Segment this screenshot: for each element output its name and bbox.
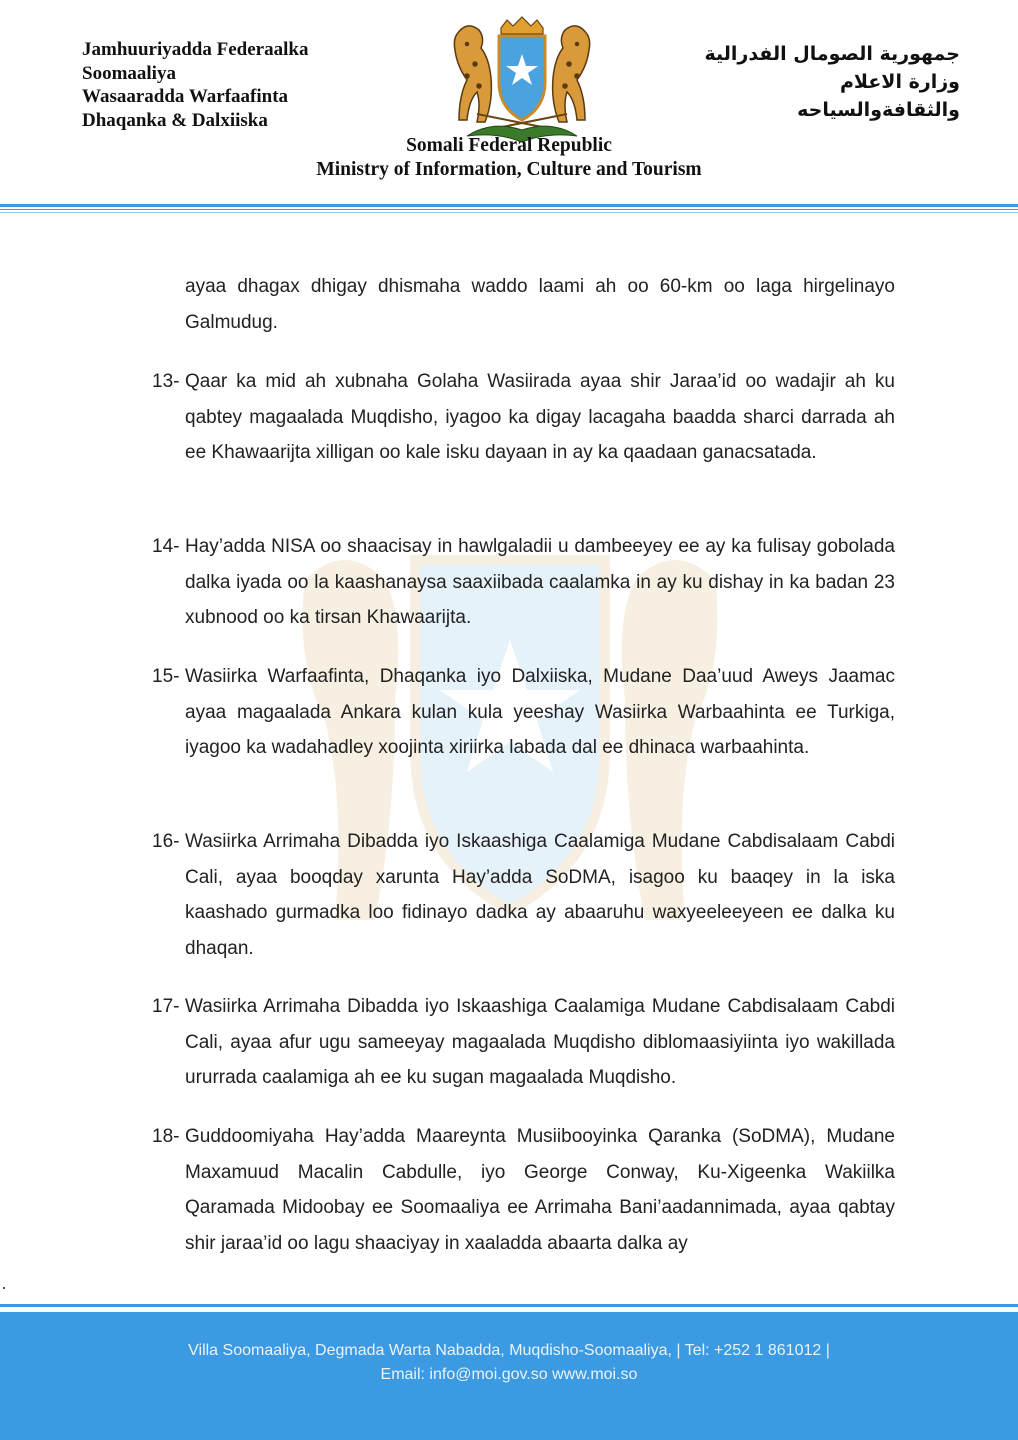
list-item-text: Qaar ka mid ah xubnaha Golaha Wasiirada ayaa shir Jaraa’id oo wadajir ah ku qabtey magaalada Muqdisho, iyagoo ka digay lacagaha baadda sharci darrada ah ee Khawaarijta xilligan oo kale isku dayaan in ay ka qaadaan ganacsatada. [185,371,895,463]
header-republic-name: Somali Federal Republic [406,135,612,156]
header-divider-faint [0,212,1018,213]
list-item-number: 14- [152,536,180,557]
header-divider-thin [0,209,1018,210]
crown-icon [501,17,543,34]
list-item-text: Hay’adda NISA oo shaacisay in hawlgaladii u dambeeyey ee ay ka fulisay gobolada dalka iyada oo la kaashanaysa saaxiibada caalamka in ay ku dishay in ka badan 23 xubnood oo ka tirsan Khawaarijta. [185,536,895,628]
list-item-number: 17- [152,996,180,1017]
header-arabic-title [704,40,960,124]
header-somali-title [82,38,308,132]
header-right-line: وزارة الاعلام [839,71,960,93]
list-item-number: 15- [152,666,180,687]
list-item-text: Wasiirka Arrimaha Dibadda iyo Iskaashiga Caalamiga Mudane Cabdisalaam Cabdi Cali, ayaa booqday xarunta Hay’adda SoDMA, isagoo ku baaqey in la iska kaashado gurmadka loo fidinayo dadka ay abaaruhu waxyeeleeyeen ee dalka ku dhaqan. [185,831,895,959]
stray-mark [3,1287,5,1289]
header-left-line: Wasaaradda Warfaafinta [82,86,289,107]
footer-divider [0,1304,1018,1307]
footer-address: Villa Soomaaliya, Degmada Warta Nabadda, Muqdisho-Soomaaliya, | Tel: +252 1 861012 | [188,1342,830,1359]
header-left-line: Dhaqanka & Dalxiiska [82,109,268,131]
list-item-text: Wasiirka Warfaafinta, Dhaqanka iyo Dalxiiska, Mudane Daa’uud Aweys Jaamac ayaa magaalada Ankara kulan kula yeeshay Wasiirka Warbaahinta ee Turkiga, iyagoo ka wadahadley xoojinta xiriirka labada dal ee dhinaca warbaahinta. [185,666,895,758]
leopard-left-icon [454,26,491,122]
leopard-right-icon [553,26,590,122]
list-item-text: Guddoomiyaha Hay’adda Maareynta Musiibooyinka Qaranka (SoDMA), Mudane Maxamuud Macalin Cabdulle, iyo George Conway, Ku-Xigeenka Wakiilka Qaramada Midoobay ee Soomaaliya ee Arrimaha Bani’aadannimada, ayaa qabtay shir jaraa’id oo lagu shaaciyay in xaaladda abaarta dalka ay [185,1126,895,1254]
footer-contact: Email: info@moi.gov.so www.moi.so [380,1366,638,1383]
footer-bar [0,1312,1018,1440]
header-right-line: جمهورية الصومال الفدرالية [704,43,960,65]
header-left-line: Jamhuuriyadda Federaalka [82,39,309,60]
header-left-line: Soomaaliya [82,62,176,84]
list-item-number: 16- [152,831,180,852]
list-item-number: 13- [152,371,180,392]
list-item-text: Wasiirka Arrimaha Dibadda iyo Iskaashiga Caalamiga Mudane Cabdisalaam Cabdi Cali, ayaa afur ugu sameeyay magaalada Muqdisho diblomaasiyiinta iyo wakillada ururrada caalamiga ah ee ku sugan magaalada Muqdisho. [185,996,895,1088]
header-english-title [0,134,1018,182]
header-right-line: والثقافةوالسياحه [797,99,960,121]
coat-of-arms-emblem [437,14,607,146]
header-ministry-name: Ministry of Information, Culture and Tourism [316,159,702,180]
paragraph-text: ayaa dhagax dhigay dhismaha waddo laami ah oo 60-km oo laga hirgelinayo Galmudug. [185,276,895,333]
header-divider-thick [0,204,1018,207]
list-item-number: 18- [152,1126,180,1147]
